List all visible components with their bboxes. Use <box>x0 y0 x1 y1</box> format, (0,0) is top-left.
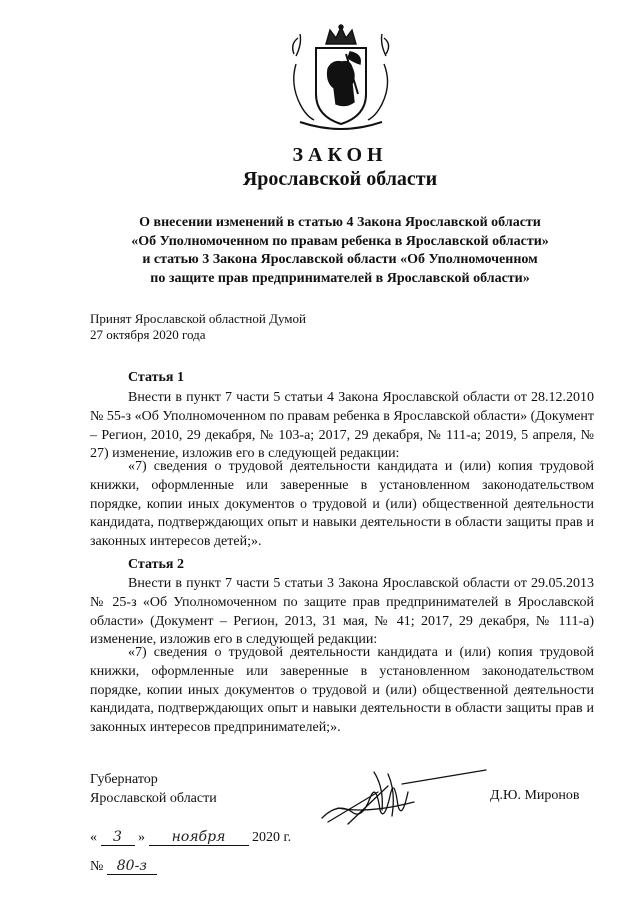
subject-line: и статью 3 Закона Ярославской области «Об Уполномоченном <box>142 252 538 267</box>
date-close-quote: » <box>138 830 145 845</box>
handwritten-signature-icon <box>318 762 488 828</box>
article-1-title: Статья 1 <box>128 370 184 385</box>
subject-line: О внесении изменений в статью 4 Закона Ярославской области <box>139 215 541 230</box>
number-sign: № <box>90 859 104 874</box>
article-1-paragraph-2: «7) сведения о трудовой деятельности кандидата и (или) копия трудовой книжки, оформленные или заверенные в установленном законодательством порядке, копии иных документов о трудовой и (или) общественной деятельности кандидата, подтверждающих опыт и навыки деятельности в области защиты прав и законных интересов детей;». <box>90 459 594 550</box>
adoption-note <box>90 311 306 343</box>
article-2-paragraph-2: «7) сведения о трудовой деятельности кандидата и (или) копия трудовой книжки, оформленные или заверенные в установленном законодательством порядке, копии иных документов о трудовой и (или) общественной деятельности кандидата, подтверждающих опыт и навыки деятельности в области защиты прав и законных интересов предпринимателей;». <box>90 645 594 736</box>
law-number <box>90 858 157 875</box>
article-2-paragraph-1: Внести в пункт 7 части 5 статьи 3 Закона Ярославской области от 29.05.2013 № 25-з «Об Уполномоченном по защите прав предпринимателей в Ярославской области» (Документ – Регион, 2013, 31 мая, № 41; 2017, 29 декабря, № 111-а) изменение, изложив его в следующей редакции: <box>90 576 594 648</box>
adoption-body: Принят Ярославской областной Думой <box>90 311 306 326</box>
number-value: 80-з <box>107 858 157 875</box>
document-region-title: Ярославской области <box>242 168 438 190</box>
law-subject <box>90 214 590 288</box>
signatory-title <box>90 770 217 808</box>
subject-line: «Об Уполномоченном по правам ребенка в Ярославской области» <box>131 233 549 249</box>
adoption-date: 27 октября 2020 года <box>90 327 206 342</box>
signatory-position: Губернатор <box>90 772 158 787</box>
date-month: ноября <box>149 829 249 846</box>
coat-of-arms-icon <box>286 24 396 134</box>
subject-line: по защите прав предпринимателей в Ярославской области» <box>150 270 530 286</box>
document-type-title: ЗАКОН <box>292 144 388 166</box>
signatory-region: Ярославской области <box>90 791 217 806</box>
date-day: 3 <box>101 829 135 846</box>
signatory-name: Д.Ю. Миронов <box>490 788 580 803</box>
date-year: 2020 г. <box>252 830 292 845</box>
article-1-paragraph-1: Внести в пункт 7 части 5 статьи 4 Закона Ярославской области от 28.12.2010 № 55-з «Об Уполномоченном по правам ребенка в Ярославской области» (Документ – Регион, 2010, 29 декабря, № 103-а; 2017, 29 декабря, № 111-а; 2019, 5 апреля, № 27) изменение, изложив его в следующей редакции: <box>90 390 594 462</box>
date-open-quote: « <box>90 830 97 845</box>
signing-date <box>90 829 291 846</box>
article-2-title: Статья 2 <box>128 557 184 572</box>
